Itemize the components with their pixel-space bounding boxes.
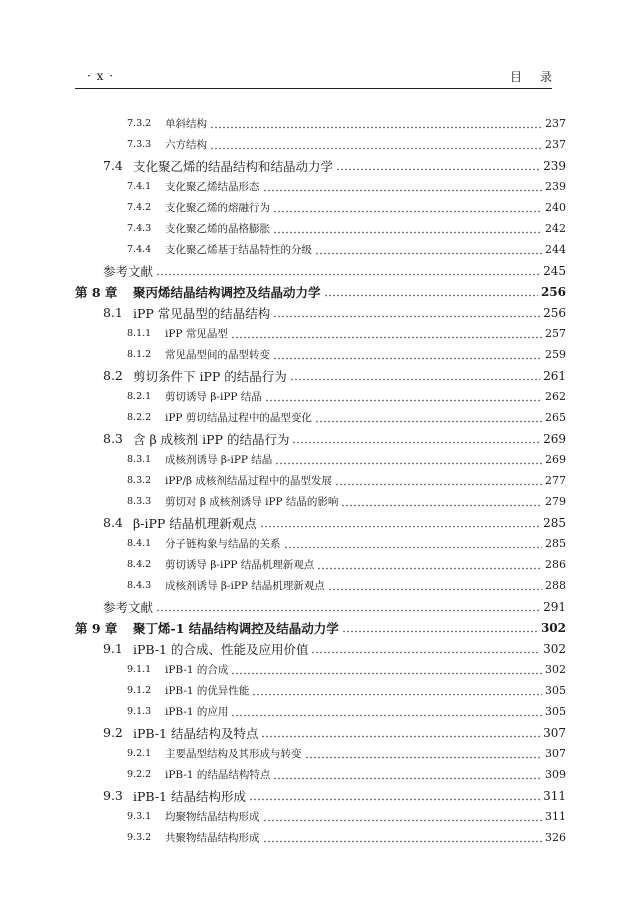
dot-leader — [311, 645, 540, 654]
toc-entry-page: 242 — [545, 222, 566, 235]
dot-leader — [341, 498, 542, 507]
toc-entry-title: iPP 常见晶型 — [165, 328, 228, 340]
toc-entry[interactable] — [75, 701, 566, 722]
toc-entry-title: iPP 常见晶型的结晶结构 — [133, 305, 271, 321]
toc-entry-number: 第 9 章 — [75, 620, 118, 636]
toc-entry-page: 257 — [545, 327, 566, 340]
toc-entry-page: 265 — [545, 411, 566, 424]
toc-entry-number: 8.4.1 — [127, 538, 152, 549]
toc-entry[interactable] — [75, 302, 566, 323]
toc-entry-title: 剪切条件下 iPP 的结晶行为 — [133, 368, 287, 384]
toc-entry[interactable] — [75, 743, 566, 764]
toc-entry-title: 参考文献 — [103, 263, 154, 279]
toc-entry-title: 分子链构象与结晶的关系 — [165, 538, 281, 550]
toc-entry-page: 240 — [545, 201, 566, 214]
toc-entry-page: 262 — [545, 390, 566, 403]
toc-entry-number: 7.4.2 — [127, 202, 152, 213]
toc-references[interactable] — [75, 260, 566, 281]
toc-entry[interactable] — [75, 239, 566, 260]
toc-entry-page: 307 — [543, 725, 566, 740]
toc-entry-page: 307 — [545, 747, 566, 760]
toc-entry[interactable] — [75, 575, 566, 596]
toc-entry-title: 均聚物结晶结构形成 — [165, 811, 260, 823]
toc-entry-number: 8.2.2 — [127, 412, 152, 423]
toc-entry-number: 第 8 章 — [75, 284, 118, 300]
dot-leader — [263, 813, 543, 822]
toc-entry-number: 9.3 — [103, 788, 123, 803]
toc-entry-number: 8.3 — [103, 431, 123, 446]
dot-leader — [263, 834, 543, 843]
toc-entry-number: 9.3.2 — [127, 832, 152, 843]
toc-entry-number: 8.3.2 — [127, 475, 152, 486]
toc-entry[interactable] — [75, 806, 566, 827]
toc-entry-page: 305 — [545, 705, 566, 718]
dot-leader — [156, 267, 540, 276]
toc-entry-page: 237 — [545, 117, 566, 130]
toc-entry-number: 8.1.1 — [127, 328, 152, 339]
toc-entry[interactable] — [75, 638, 566, 659]
toc-entry[interactable] — [75, 365, 566, 386]
toc-entry-page: 244 — [545, 243, 566, 256]
dot-leader — [273, 351, 542, 360]
dot-leader — [156, 603, 540, 612]
dot-leader — [335, 477, 542, 486]
dot-leader — [324, 288, 538, 297]
toc-entry-page: 326 — [545, 831, 566, 844]
toc-entry-number: 8.4.2 — [127, 559, 152, 570]
toc-entry-title: β-iPP 结晶机理新观点 — [133, 515, 257, 531]
dot-leader — [284, 540, 543, 549]
toc-entry-number: 8.1 — [103, 305, 123, 320]
toc-entry[interactable] — [75, 827, 566, 848]
toc-entry-title: iPB-1 的应用 — [165, 706, 229, 718]
toc-entry-title: 参考文献 — [103, 599, 154, 615]
toc-entry-number: 7.4.1 — [127, 181, 152, 192]
toc-entry-title: 支化聚乙烯结晶形态 — [165, 181, 260, 193]
toc-entry-title: 成核剂诱导 β-iPP 结晶机理新观点 — [165, 580, 325, 592]
toc-entry[interactable] — [75, 512, 566, 533]
toc-entry-title: iPB-1 的优异性能 — [165, 685, 250, 697]
dot-leader — [249, 792, 540, 801]
toc-entry-title: iPB-1 的合成、性能及应用价值 — [133, 641, 309, 657]
toc-entry-number: 7.3.2 — [127, 118, 152, 129]
toc-entry-title: 含 β 成核剂 iPP 的结晶行为 — [133, 431, 290, 447]
toc-entry-title: 剪切对 β 成核剂诱导 iPP 结晶的影响 — [165, 496, 339, 508]
toc-entry-number: 8.3.1 — [127, 454, 152, 465]
dot-leader — [261, 729, 540, 738]
dot-leader — [231, 666, 542, 675]
section-title: 目录 — [509, 70, 570, 84]
toc-entry[interactable] — [75, 722, 566, 743]
toc-entry-page: 269 — [545, 453, 566, 466]
toc-entry-title: 剪切诱导 β-iPP 结晶 — [165, 391, 262, 403]
toc-entry-title: 聚丁烯-1 结晶结构调控及结晶动力学 — [133, 620, 339, 636]
toc-entry-title: 支化聚乙烯的结晶结构和结晶动力学 — [133, 158, 334, 174]
toc-entry-title: 主要晶型结构及其形成与转变 — [165, 748, 302, 760]
toc-entry-title: 常见晶型间的晶型转变 — [165, 349, 270, 361]
toc-entry-page: 285 — [543, 515, 566, 530]
toc-entry-number: 8.2.1 — [127, 391, 152, 402]
dot-leader — [210, 141, 542, 150]
toc-entry-page: 279 — [545, 495, 566, 508]
dot-leader — [315, 414, 542, 423]
toc-entry-page: 286 — [545, 558, 566, 571]
toc-entry-title: 六方结构 — [165, 139, 207, 151]
toc-entry-number: 9.3.1 — [127, 811, 152, 822]
dot-leader — [231, 708, 542, 717]
dot-leader — [275, 456, 542, 465]
toc-entry-number: 8.3.3 — [127, 496, 152, 507]
toc-entry-number: 7.4.4 — [127, 244, 152, 255]
toc-entry-title: 共聚物结晶结构形成 — [165, 832, 260, 844]
toc-entry[interactable] — [75, 218, 566, 239]
toc-entry-title: iPP/β 成核剂结晶过程中的晶型发展 — [165, 475, 332, 487]
dot-leader — [328, 582, 542, 591]
toc-entry-number: 7.3.3 — [127, 139, 152, 150]
toc-entry[interactable] — [75, 785, 566, 806]
toc-entry-number: 9.2.1 — [127, 748, 152, 759]
toc-entry-page: 239 — [545, 180, 566, 193]
dot-leader — [315, 246, 542, 255]
toc-entry-title: 成核剂诱导 β-iPP 结晶 — [165, 454, 273, 466]
toc-entry-title: 支化聚乙烯的晶格膨胀 — [165, 223, 270, 235]
toc-entry-title: 支化聚乙烯的熔融行为 — [165, 202, 270, 214]
toc-references[interactable] — [75, 596, 566, 617]
dot-leader — [290, 372, 540, 381]
dot-leader — [265, 393, 542, 402]
toc-entry-title: iPP 剪切结晶过程中的晶型变化 — [165, 412, 312, 424]
dot-leader — [273, 204, 542, 213]
dot-leader — [292, 435, 540, 444]
toc-entry[interactable] — [75, 533, 566, 554]
toc-entry-page: 291 — [543, 599, 566, 614]
toc-entry[interactable] — [75, 764, 566, 785]
toc-entry[interactable] — [75, 134, 566, 155]
toc-entry-page: 309 — [545, 768, 566, 781]
toc-entry[interactable] — [75, 449, 566, 470]
toc-entry-page: 311 — [545, 810, 566, 823]
toc-entry-page: 256 — [540, 284, 566, 299]
toc-entry-number: 9.1.1 — [127, 664, 152, 675]
toc-entry-title: 单斜结构 — [165, 118, 207, 130]
toc-entry[interactable] — [75, 407, 566, 428]
toc-entry-number: 9.2 — [103, 725, 123, 740]
toc-entry[interactable] — [75, 659, 566, 680]
toc-entry-page: 302 — [540, 620, 566, 635]
toc-entry[interactable] — [75, 113, 566, 134]
toc-entry[interactable] — [75, 554, 566, 575]
toc-entry-number: 8.2 — [103, 368, 123, 383]
toc-entry-page: 239 — [543, 158, 566, 173]
toc-entry[interactable] — [75, 386, 566, 407]
toc-entry-title: iPB-1 结晶结构形成 — [133, 788, 246, 804]
dot-leader — [263, 183, 543, 192]
toc-entry-page: 277 — [545, 474, 566, 487]
toc-entry[interactable] — [75, 176, 566, 197]
page-number: · x · — [87, 69, 115, 83]
toc-entry-page: 245 — [543, 263, 566, 278]
toc-entry-number: 8.1.2 — [127, 349, 152, 360]
toc-entry-title: 支化聚乙烯基于结晶特性的分级 — [165, 244, 312, 256]
dot-leader — [273, 225, 542, 234]
toc-entry-page: 269 — [543, 431, 566, 446]
toc-entry-number: 8.4 — [103, 515, 123, 530]
toc-entry-number: 7.4 — [103, 158, 123, 173]
toc-entry-page: 302 — [543, 641, 566, 656]
toc-entry[interactable] — [75, 344, 566, 365]
toc-entry-page: 288 — [545, 579, 566, 592]
toc-entry-title: iPB-1 结晶结构及特点 — [133, 725, 259, 741]
toc-chapter[interactable] — [75, 617, 566, 638]
dot-leader — [210, 120, 542, 129]
toc-entry-title: 剪切诱导 β-iPP 结晶机理新观点 — [165, 559, 315, 571]
toc-entry-page: 305 — [545, 684, 566, 697]
dot-leader — [252, 687, 542, 696]
dot-leader — [342, 624, 538, 633]
toc-entry[interactable] — [75, 470, 566, 491]
dot-leader — [305, 750, 543, 759]
toc-entry-title: 聚丙烯结晶结构调控及结晶动力学 — [133, 284, 321, 300]
toc-entry[interactable] — [75, 197, 566, 218]
dot-leader — [260, 519, 540, 528]
dot-leader — [273, 309, 540, 318]
toc-entry-number: 9.1.2 — [127, 685, 152, 696]
page-header — [75, 68, 570, 89]
dot-leader — [231, 330, 542, 339]
table-of-contents — [75, 113, 566, 848]
toc-entry[interactable] — [75, 428, 566, 449]
toc-entry-page: 259 — [545, 348, 566, 361]
toc-entry-page: 237 — [545, 138, 566, 151]
toc-entry[interactable] — [75, 680, 566, 701]
toc-entry-page: 311 — [543, 788, 566, 803]
toc-entry-page: 256 — [543, 305, 566, 320]
toc-entry-page: 285 — [545, 537, 566, 550]
toc-entry-number: 9.2.2 — [127, 769, 152, 780]
toc-entry-number: 7.4.3 — [127, 223, 152, 234]
toc-entry-page: 302 — [545, 663, 566, 676]
toc-entry[interactable] — [75, 323, 566, 344]
toc-entry[interactable] — [75, 491, 566, 512]
toc-entry-title: iPB-1 的合成 — [165, 664, 229, 676]
dot-leader — [336, 162, 540, 171]
dot-leader — [317, 561, 542, 570]
toc-chapter[interactable] — [75, 281, 566, 302]
dot-leader — [273, 771, 542, 780]
toc-entry[interactable] — [75, 155, 566, 176]
toc-entry-number: 8.4.3 — [127, 580, 152, 591]
toc-entry-title: iPB-1 的结晶结构特点 — [165, 769, 271, 781]
toc-entry-number: 9.1.3 — [127, 706, 152, 717]
toc-entry-page: 261 — [543, 368, 566, 383]
toc-entry-number: 9.1 — [103, 641, 123, 656]
